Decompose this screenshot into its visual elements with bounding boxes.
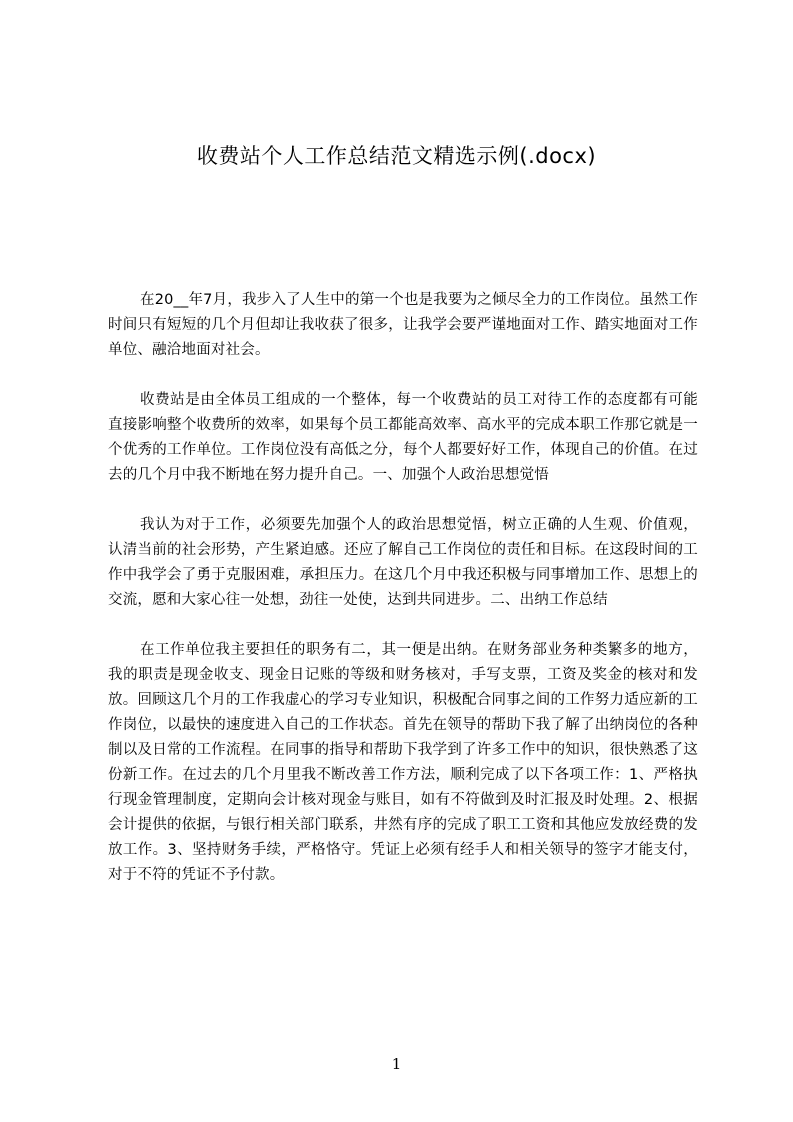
document-title: 收费站个人工作总结范文精选示例(.docx)	[196, 144, 597, 168]
paragraph-4: 在工作单位我主要担任的职务有二，其一便是出纳。在财务部业务种类繁多的地方，我的职责是现金收支、现金日记账的等级和财务核对，手写支票，工资及奖金的核对和发放。回顾这几个月的工作我虚心的学习专业知识，积极配合同事之间的工作努力适应新的工作岗位，以最快的速度进入自己的工作状态。首先在领导的帮助下我了解了出纳岗位的各种制以及日常的工作流程。在同事的指导和帮助下我学到了许多工作中的知识，很快熟悉了这份新工作。在过去的几个月里我不断改善工作方法，顺利完成了以下各项工作：1、严格执行现金管理制度，定期向会计核对现金与账目，如有不符做到及时汇报及时处理。2、根据会计提供的依据，与银行相关部门联系，井然有序的完成了职工工资和其他应发放经费的发放工作。3、坚持财务手续，严格恪守。凭证上必须有经手人和相关领导的签字才能支付，对于不符的凭证不予付款。	[108, 642, 698, 883]
paragraph-1: 在20__年7月，我步入了人生中的第一个也是我要为之倾尽全力的工作岗位。虽然工作时间只有短短的几个月但却让我收获了很多，让我学会要严谨地面对工作、踏实地面对工作单位、融洽地面对社会。	[108, 292, 698, 358]
page-number: 1	[391, 1055, 402, 1073]
document-body	[108, 288, 698, 913]
paragraph-3: 我认为对于工作，必须要先加强个人的政治思想觉悟，树立正确的人生观、价值观，认清当前的社会形势，产生紧迫感。还应了解自己工作岗位的责任和目标。在这段时间的工作中我学会了勇于克服困难，承担压力。在这几个月中我还积极与同事增加工作、思想上的交流，愿和大家心往一处想，劲往一处使，达到共同进步。二、出纳工作总结	[108, 517, 698, 608]
paragraph-2: 收费站是由全体员工组成的一个整体，每一个收费站的员工对待工作的态度都有可能直接影响整个收费所的效率，如果每个员工都能高效率、高水平的完成本职工作那它就是一个优秀的工作单位。工作岗位没有高低之分，每个人都要好好工作，体现自己的价值。在过去的几个月中我不断地在努力提升自己。一、加强个人政治思想觉悟	[108, 392, 698, 483]
